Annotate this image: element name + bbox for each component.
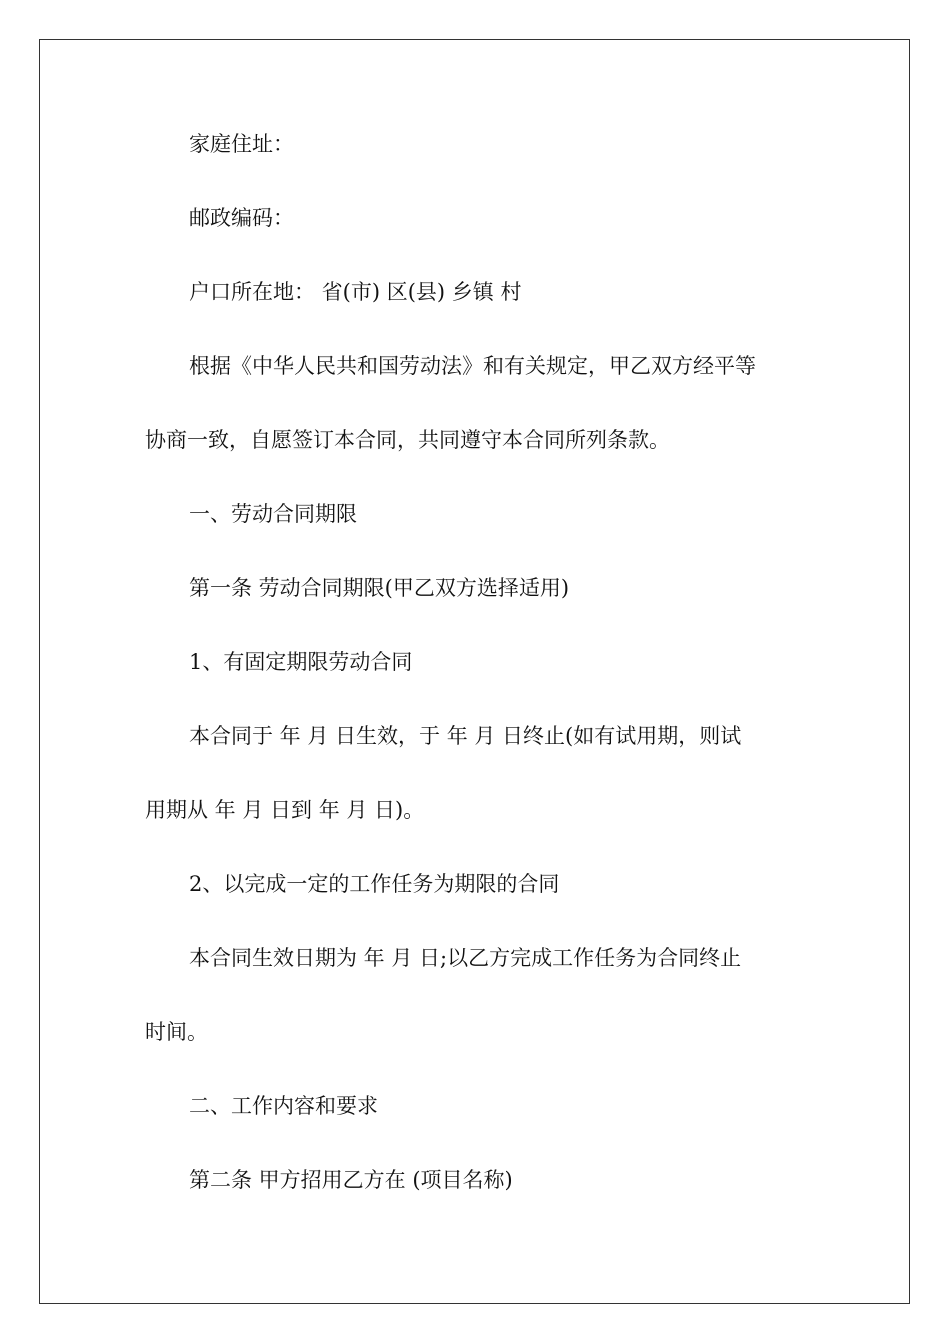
home-address-line: 家庭住址： bbox=[189, 132, 294, 156]
preamble-line-2: 协商一致，自愿签订本合同，共同遵守本合同所列条款。 bbox=[145, 428, 670, 452]
document-body bbox=[145, 130, 815, 1240]
item-2-heading: 2、以完成一定的工作任务为期限的合同 bbox=[189, 872, 560, 896]
item-2-text-line-1: 本合同生效日期为 年 月 日;以乙方完成工作任务为合同终止 bbox=[189, 946, 742, 970]
section-heading-1: 一、劳动合同期限 bbox=[189, 502, 357, 526]
article-2-heading: 第二条 甲方招用乙方在 (项目名称) bbox=[189, 1168, 513, 1192]
article-1-heading: 第一条 劳动合同期限(甲乙双方选择适用) bbox=[189, 576, 570, 600]
section-heading-2: 二、工作内容和要求 bbox=[189, 1094, 378, 1118]
preamble-line-1: 根据《中华人民共和国劳动法》和有关规定，甲乙双方经平等 bbox=[189, 354, 756, 378]
item-1-heading: 1、有固定期限劳动合同 bbox=[189, 650, 413, 674]
item-1-text-line-1: 本合同于 年 月 日生效，于 年 月 日终止(如有试用期，则试 bbox=[189, 724, 742, 748]
postal-code-line: 邮政编码： bbox=[189, 206, 294, 230]
household-registration-line: 户口所在地： 省(市) 区(县) 乡镇 村 bbox=[189, 280, 522, 304]
item-2-text-line-2: 时间。 bbox=[145, 1020, 208, 1044]
item-1-text-line-2: 用期从 年 月 日到 年 月 日)。 bbox=[145, 798, 425, 822]
